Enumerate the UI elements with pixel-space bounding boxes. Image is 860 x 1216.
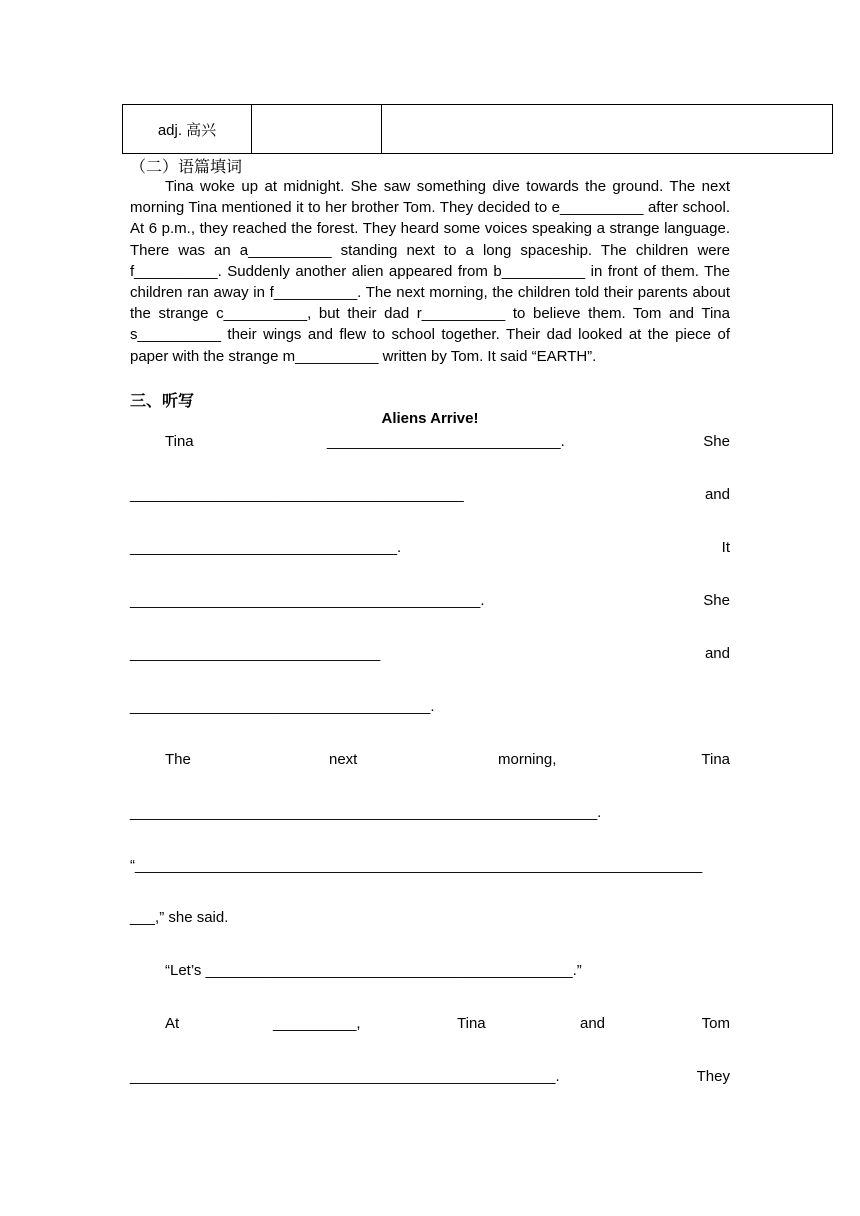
dictation-line[interactable] xyxy=(130,539,730,561)
line-word: She xyxy=(703,433,730,450)
dictation-line[interactable] xyxy=(130,1068,730,1090)
line-word: next xyxy=(329,751,358,768)
line-word: morning, xyxy=(498,751,557,768)
answer-blank[interactable]: ___,” she said. xyxy=(130,909,229,926)
dictation-line[interactable] xyxy=(130,909,730,931)
answer-blank[interactable]: ___________________________________________________. xyxy=(130,1068,560,1085)
dictation-line[interactable] xyxy=(130,592,730,614)
line-word: Tina xyxy=(701,751,730,768)
vocab-term-cell: adj. 高兴 xyxy=(123,105,252,154)
vocab-answer-cell[interactable] xyxy=(252,105,382,154)
answer-blank[interactable]: ____________________________________. xyxy=(130,698,435,715)
line-word: The xyxy=(165,751,191,768)
dictation-title: Aliens Arrive! xyxy=(381,410,479,427)
dictation-line[interactable] xyxy=(130,486,730,508)
answer-blank[interactable]: ____________________________. xyxy=(327,433,565,450)
answer-blank[interactable]: ________________________________________ xyxy=(130,486,464,503)
dictation-line[interactable] xyxy=(130,804,730,826)
dictation-line[interactable] xyxy=(130,645,730,667)
answer-blank[interactable]: “____________________________________________________________________ xyxy=(130,857,703,874)
dictation-line[interactable] xyxy=(130,1015,730,1037)
line-word: Tina xyxy=(457,1015,486,1032)
section-title-cloze: （二）语篇填词 xyxy=(130,157,243,176)
line-word: and xyxy=(580,1015,606,1032)
table-row xyxy=(123,105,833,154)
line-word: She xyxy=(703,592,730,609)
line-word: They xyxy=(696,1068,730,1085)
cloze-paragraph: Tina woke up at midnight. She saw something dive towards the ground. The next morning Tina mentioned it to her brother Tom. They decided to e__________ after school. At 6 p.m., they reached the forest. They heard some voices speaking a strange language. There was an a__________ standing next to a long spaceship. The children were f__________. Suddenly another alien appeared from b__________ in front of them. The children ran away in f__________. The next morning, the children told their parents about the strange c__________, but their dad r__________ to believe them. Tom and Tina s__________ their wings and flew to school together. Their dad looked at the piece of paper with the strange m__________ written by Tom. It said “EARTH”. xyxy=(130,178,730,365)
dictation-line[interactable] xyxy=(130,857,730,879)
answer-blank[interactable]: ________________________________. xyxy=(130,539,402,556)
cloze-passage xyxy=(130,176,730,367)
line-word: and xyxy=(704,645,730,662)
line-word: and xyxy=(704,486,730,503)
dictation-line[interactable] xyxy=(130,698,730,720)
line-word: At xyxy=(165,1015,180,1032)
line-word: It xyxy=(721,539,730,556)
dictation-line[interactable] xyxy=(130,433,730,455)
answer-blank[interactable]: ________________________________________________________. xyxy=(130,804,602,821)
line-word: Tom xyxy=(701,1015,730,1032)
dictation-line[interactable] xyxy=(130,962,730,984)
answer-blank[interactable]: __________, xyxy=(273,1015,361,1032)
answer-blank[interactable]: ______________________________ xyxy=(130,645,381,662)
vocab-example-cell[interactable] xyxy=(382,105,833,154)
section-title-dictation: 三、听写 xyxy=(130,391,195,410)
answer-blank[interactable]: __________________________________________. xyxy=(130,592,485,609)
dictation-line xyxy=(130,751,730,773)
answer-blank[interactable]: “Let’s ____________________________________________.” xyxy=(165,962,582,979)
vocab-table xyxy=(122,104,833,154)
line-word: Tina xyxy=(165,433,194,450)
